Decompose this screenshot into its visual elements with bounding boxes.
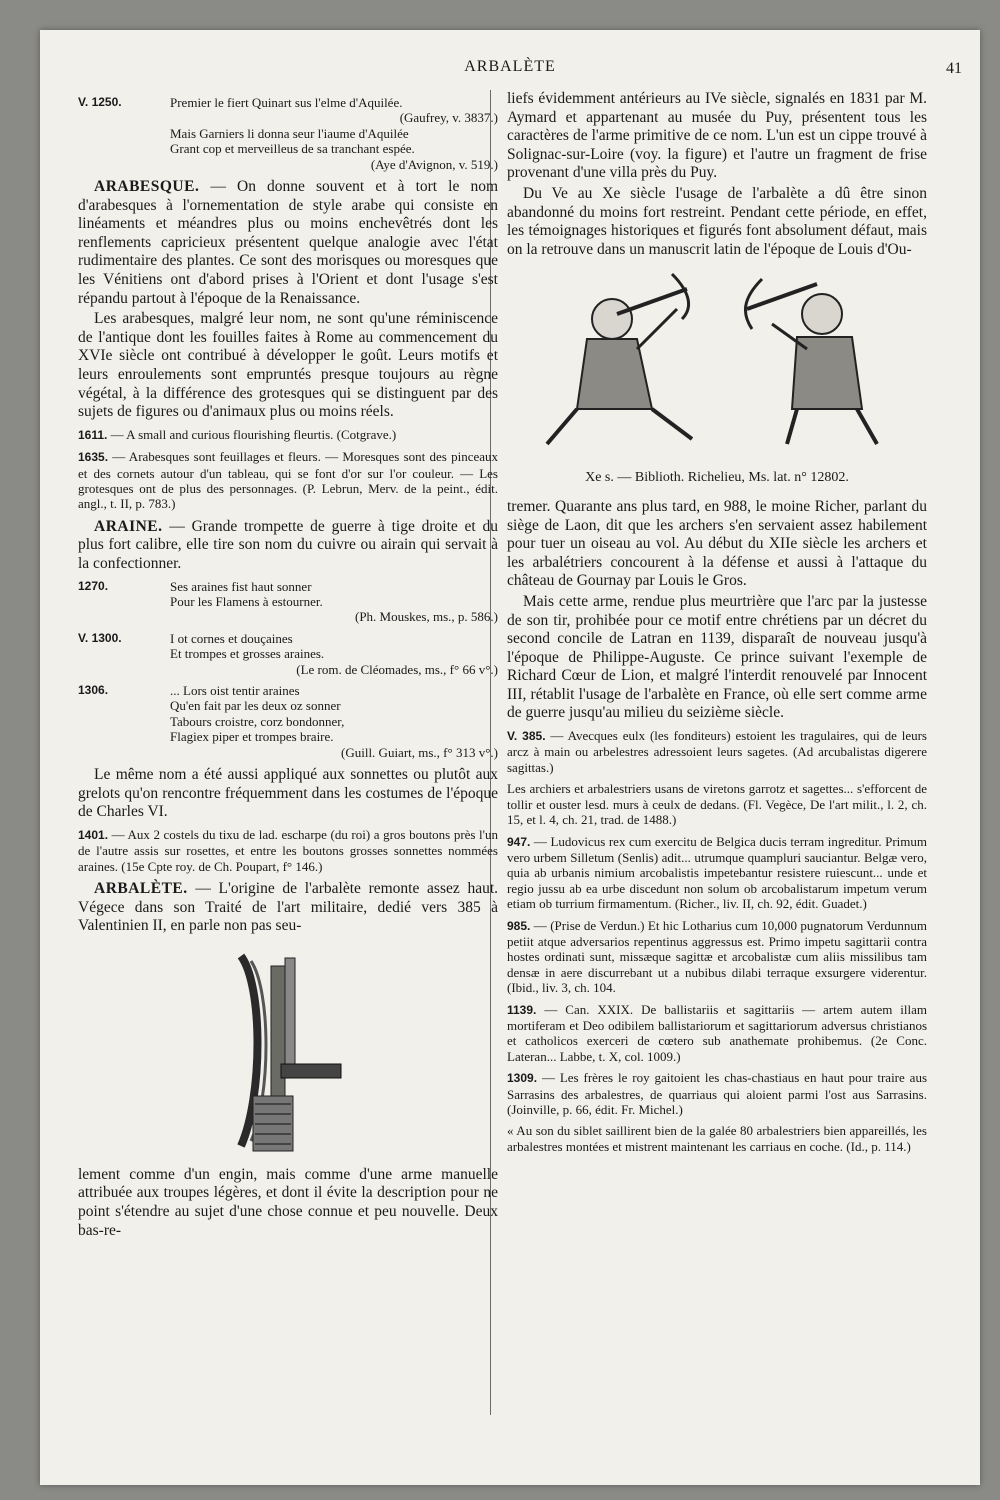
citation-1306: [78, 683, 498, 760]
figure-crossbow-relief: [78, 946, 498, 1156]
verse-line: Pour les Flamens à estourner.: [170, 593, 323, 609]
paragraph: lement comme d'un engin, mais comme d'une arme manuelle attribuée aux troupes légères, et dont il évite la description pour ne point s'étendre au sujet d'une chose connue et peu nouvelle. Deux bas-re-: [78, 1165, 498, 1239]
citation-1401: [78, 827, 498, 874]
citation-text: — (Prise de Verdun.) Et hic Lotharius cum 10,000 pugnatorum Verdunnum petiit atque adversarios repentinus aggressus est. Primo impetu sagittarii contra hostes ordinati sunt, missæque sagittæ et arcobalistæ cum aliis missilibus tam densæ in aere discurrebant ut a nubibus dilabi terraque exsurgere viderentur. (Ibid., liv. 3, ch. 104.: [507, 917, 928, 996]
verse-source: (Ph. Mouskes, ms., p. 586.): [354, 609, 498, 625]
citation-text: — Arabesques sont feuillages et fleurs. — Moresques sont des pinceaux et des cornets autour d'un tableau, qui se font d'or sur l'or couleur. — Les grotesques ont de plus des personnages. (P. Lebrun, Merv. de la peint., édit. angl., t. II, p. 783.): [78, 449, 498, 512]
verse-line: Grant cop et merveilleus de sa tranchant espée.: [170, 141, 415, 157]
citation-1270: [78, 579, 498, 625]
running-head: ARBALÈTE: [464, 58, 556, 75]
paragraph-araine: [78, 518, 498, 574]
verse-line: I ot cornes et douçaines: [170, 630, 293, 646]
citation-947: [507, 834, 927, 912]
citation-date: V. 385.: [507, 729, 546, 744]
verse-line: ... Lors oist tentir araines: [170, 683, 300, 698]
citation-date: V. 1300.: [78, 630, 122, 645]
citation-385-continued: Les archiers et arbalestriers usans de viretons garrotz et sagettes... s'efforcent de tollir et ouster lesd. murs à ceulx de dedans. (Fl. Vegèce, De l'art milit., l. 2, ch. 15, et l. 4, ch. 21, trad. de 1488.): [507, 781, 927, 828]
entry-text: — Grande trompette de guerre à tige droite et du plus fort calibre, elle tire son nom du cuivre ou airain qui servait à la confectionner.: [78, 517, 499, 572]
paragraph: tremer. Quarante ans plus tard, en 988, le moine Richer, parlant du siège de Laon, dit que les archers s'en servaient assez habilement pour tuer un oiseau au vol. Au début du XIIe siècle les archers et les arbalétriers concourent à la défense et aussi à l'attaque du château de Gournay par Louis le Gros.: [507, 497, 927, 590]
citation-985: [507, 918, 927, 996]
page-number: 41: [946, 60, 962, 77]
citation-date: 1306.: [78, 683, 109, 697]
figure-manuscript-crossbowmen: [507, 269, 927, 459]
paragraph: liefs évidemment antérieurs au IVe siècle, signalés en 1831 par M. Aymard et appartenant au musée du Puy, présentent tous les caractères de l'arme primitive de ce nom. L'un est un cippe trouvé à Solignac-sur-Loire (voy. la figure) et l'autre un fragment de frise provenant d'une villa près du Puy.: [507, 90, 927, 182]
citation-date: 1611.: [78, 427, 108, 442]
verse-line: Tabours croistre, corz bondonner,: [170, 713, 345, 729]
paragraph-arbalete: [78, 880, 498, 936]
citation-1611: [78, 427, 498, 443]
verse-line: Mais Garniers li donna seur l'iaume d'Aquilée: [170, 125, 409, 141]
verse-line: Qu'en fait par les deux oz sonner: [170, 698, 341, 714]
citation-text: — Ludovicus rex cum exercitu de Belgica ducis terram ingreditur. Primum vero urbem Silletum (Senlis) adit... utrumque quampluri sauciantur. Belgæ vero, quia ab urbanis nimium arcobalistis impetebantur resistere ruiescunt... unde et regio jussu ab ea urbe discedunt non solum ob arcobalistarum impetum verum etiam ob turrium firmamentum. (Richer., liv. II, ch. 92, édit. Guadet.): [507, 833, 928, 912]
verse-source: (Gaufrey, v. 3837.): [399, 110, 498, 126]
right-column: [507, 90, 927, 1160]
figure-caption: Xe s. — Biblioth. Richelieu, Ms. lat. n° 12802.: [585, 470, 849, 486]
citation-1139: [507, 1002, 927, 1065]
citation-date: 985.: [507, 918, 531, 933]
entry-heading-araine: ARAINE.: [94, 517, 163, 535]
verse-line: Et trompes et grosses araines.: [170, 646, 325, 662]
entry-heading-arabesque: ARABESQUE.: [94, 178, 200, 196]
citation-text: — Avecques eulx (les fonditeurs) estoient les tragulaires, qui de leurs arcz à main ou arbelestres adressoient leurs sagetes. (Ad arcubalistas digerere sagittas.): [507, 728, 927, 775]
entry-text: — L'origine de l'arbalète remonte assez haut. Végece dans son Traité de l'art militaire, dedié vers 385 à Valentinien II, en parle non pas seu-: [78, 880, 499, 935]
paragraph: Le même nom a été aussi appliqué aux sonnettes ou plutôt aux grelots qu'on rencontre fréquemment dans les costumes de l'époque de Charles VI.: [78, 766, 498, 821]
citation-text: — Les frères le roy gaitoient les chas-chastiaus en haut pour traire aus Sarrasins des arbalestres, de quarriaus qui aloient parmi l'ost aus Sarrasins. (Joinville, p. 66, édit. Fr. Michel.): [507, 1070, 928, 1117]
citation-text: — Can. XXIX. De ballistariis et sagittariis — artem autem illam mortiferam et Deo odibilem ballistariorum et sagittariorum adversus christianos et catholicos exerceri de cœtero sub anathemate prohibemus. (2e Conc. Lateran... Labbe, t. X, col. 1009.): [507, 1001, 927, 1064]
citation-1309: [507, 1070, 927, 1117]
citation-date: 1401.: [78, 827, 109, 842]
paragraph: Du Ve au Xe siècle l'usage de l'arbalète a dû être sinon abandonné du moins fort restreint. Pendant cette période, en effet, les témoignages historiques et figurés font absolument défaut, mais on la retrouve dans un manuscrit latin de l'époque de Louis d'Ou-: [507, 184, 927, 258]
paragraph: Mais cette arme, rendue plus meurtrière que l'arc par la justesse de son tir, prohibée pour ce motif entre chrétiens par un décret du second concile de Latran en 1139, disparaît de nouveau jusqu'à l'époque de Philippe-Auguste. Ce prince suivant l'exemple de Richard Cœur de Lion, et malgré l'interdit renouvelé par Innocent III, rétablit l'usage de l'arbalète en France, où elle sert comme arme de guerre jusqu'au milieu du seizième siècle.: [507, 592, 927, 722]
citation-1300: [78, 631, 498, 677]
verse-source: (Le rom. de Cléomades, ms., f° 66 v°.): [296, 661, 498, 677]
paragraph: Les arabesques, malgré leur nom, ne sont qu'une réminiscence de l'antique dont les fouilles faites à Rome au commencement du XVIe siècle ont contribué à développer le goût. Leurs motifs et leurs enroulements sont empruntés presque toujours au règne végétal, à la différence des grotesques qui se distinguent par des sujets de figures ou d'animaux plus ou moins réels.: [78, 310, 498, 421]
citation-1250: [78, 95, 498, 172]
verse-source: (Aye d'Avignon, v. 519.): [370, 156, 498, 172]
entry-heading-arbalete: ARBALÈTE.: [94, 880, 188, 898]
crossbowmen-illustration: [517, 269, 917, 459]
citation-1635: [78, 449, 498, 512]
citation-text: — A small and curious flourishing fleurtis. (Cotgrave.): [110, 426, 397, 442]
citation-date: 1139.: [507, 1002, 537, 1017]
citation-date: 1309.: [507, 1071, 538, 1086]
verse-line: Ses araines fist haut sonner: [170, 578, 312, 594]
citation-text: — Aux 2 costels du tixu de lad. escharpe (du roi) a gros boutons près l'un de l'autre assis sur rosettes, et entre les boutons grosses sonnettes nommées araines. (15e Cpte roy. de Ch. Poupart, f° 146.): [78, 826, 499, 874]
entry-text: — On donne souvent et à tort le nom d'arabesques à l'ornementation de style arabe qui consiste en linéaments et méandres plus ou moins enchevêtrés dont les renflements capricieux présentent quelque analogie avec l'état rudimentaire des plantes. Ce sont des morisques ou moresques que les Vénitiens ont d'abord prises à l'Orient et dont l'usage s'est répandu partout à l'époque de la Renaissance.: [78, 178, 499, 307]
citation-date: V. 1250.: [78, 95, 122, 109]
paragraph-arabesque: [78, 178, 498, 308]
citation-1309-continued: « Au son du siblet saillirent bien de la galée 80 arbalestriers bien appareillés, les arbalestres montées et mistrent maintenant les carriaus en coche. (Id., p. 114.): [507, 1123, 927, 1154]
citation-date: 1635.: [78, 450, 109, 465]
crossbow-relief-illustration: [223, 946, 353, 1156]
left-column: [78, 90, 498, 1242]
citation-date: 947.: [507, 834, 531, 849]
citation-385: [507, 728, 927, 775]
citation-date: 1270.: [78, 578, 109, 593]
verse-source: (Guill. Guiart, ms., f° 313 v°.): [341, 744, 498, 760]
verse-line: Flagiex piper et trompes braire.: [170, 729, 334, 745]
page: [40, 30, 980, 1485]
verse-line: Premier le fiert Quinart sus l'elme d'Aquilée.: [170, 95, 403, 110]
